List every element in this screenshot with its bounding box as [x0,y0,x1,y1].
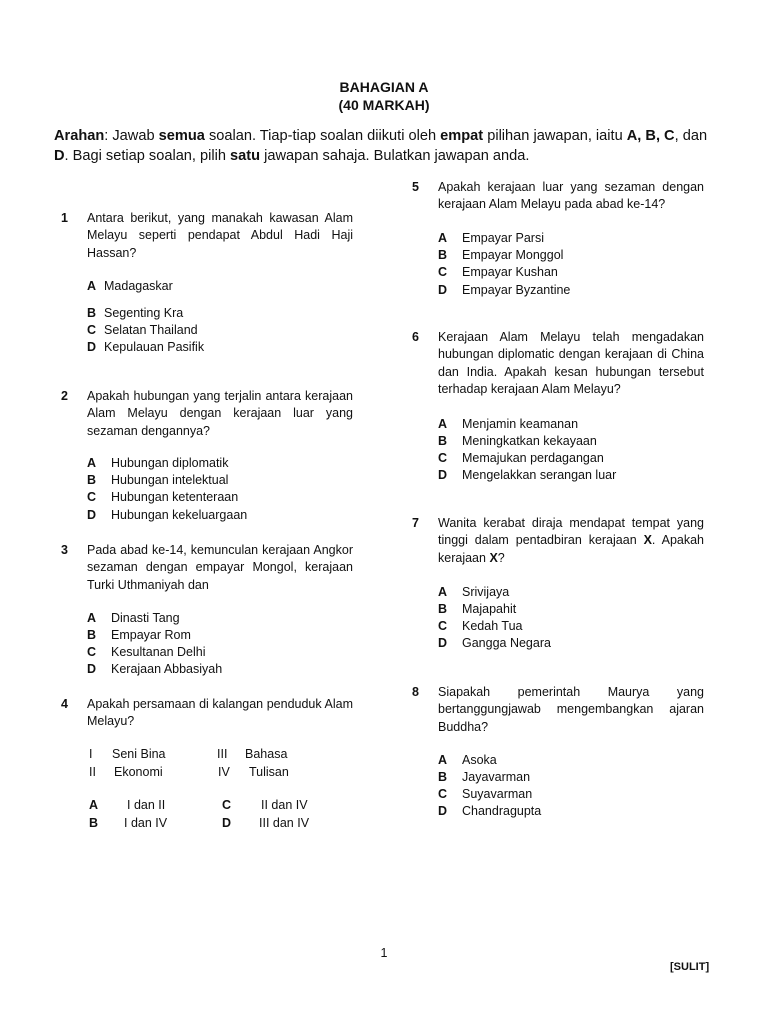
option-letter: B [438,248,448,262]
question-text: Apakah hubungan yang terjalin antara kerajaan Alam Melayu dengan kerajaan luar yang sezaman dengannya? [87,389,353,438]
instructions-emphasis: empat [440,128,484,144]
instructions [54,126,719,166]
option-c[interactable] [438,264,558,281]
question-number: 3 [61,543,68,557]
option-letter: A [438,753,448,767]
option-b[interactable] [89,816,98,830]
roman-item-text: Tulisan [249,765,289,779]
option-text: Empayar Rom [111,628,191,642]
option-letter: C [438,265,448,279]
option-b[interactable] [438,769,530,786]
option-text: II dan IV [261,798,308,812]
option-letter: B [438,770,448,784]
roman-item-text: Bahasa [245,747,288,761]
roman-item-text: Ekonomi [114,765,163,779]
option-letter: B [87,473,97,487]
option-letter: D [87,340,97,354]
instructions-emphasis: semua [158,128,205,144]
option-letter: D [222,816,232,830]
question-3 [61,542,361,682]
option-text: Mengelakkan serangan luar [462,468,617,482]
question-text: Apakah kerajaan luar yang sezaman dengan kerajaan Alam Melayu pada abad ke-14? [438,180,704,212]
question-7 [412,515,712,655]
option-a[interactable] [438,416,578,433]
option-d[interactable] [222,816,231,830]
option-letter: B [438,434,448,448]
option-c[interactable] [87,489,238,506]
option-text: Suyavarman [462,787,533,801]
classification-label: [SULIT] [670,961,710,973]
question-text-part: ? [497,550,505,565]
option-letter: A [87,456,97,470]
instructions-label: Arahan [54,128,105,144]
question-number: 1 [61,211,68,225]
option-letter: A [438,417,448,431]
option-text: Madagaskar [104,279,173,293]
option-text: Kesultanan Delhi [111,645,206,659]
option-text: I dan IV [124,816,168,830]
option-text: Kerajaan Abbasiyah [111,662,223,676]
option-letter: D [438,283,448,297]
option-text: Gangga Negara [462,636,551,650]
question-6 [412,329,712,489]
question-number: 6 [412,330,419,344]
option-d[interactable] [438,635,551,652]
option-c[interactable] [222,798,231,812]
option-text: Kepulauan Pasifik [104,340,205,354]
question-text-part: . Apakah kerajaan [438,533,704,565]
option-letter: D [87,508,97,522]
option-b[interactable] [87,472,228,489]
question-text: Antara berikut, yang manakah kawasan Alam Melayu seperti pendapat Abdul Hadi Haji Hassan? [87,211,353,260]
question-2 [61,388,361,528]
option-letter: D [438,804,448,818]
option-letter: A [438,585,448,599]
option-letter: B [438,602,448,616]
option-a[interactable] [438,584,509,601]
question-8 [412,684,712,824]
page-number: 1 [380,946,388,960]
option-b[interactable] [438,601,516,618]
option-c[interactable] [87,322,198,339]
option-b[interactable] [438,247,563,264]
option-c[interactable] [87,644,206,661]
option-text: Jayavarman [462,770,531,784]
option-letter: A [438,231,448,245]
instructions-text: jawapan sahaja. Bulatkan jawapan anda. [260,148,530,164]
roman-item-text: Seni Bina [112,747,166,761]
option-text: Srivijaya [462,585,510,599]
roman-numeral: III [217,747,228,761]
option-d[interactable] [438,282,570,299]
question-text-emphasis: X [643,533,652,548]
option-d[interactable] [87,339,204,356]
instructions-emphasis: D [54,148,65,164]
option-letter: C [222,798,232,812]
question-text: Siapakah pemerintah Maurya yang bertanggungjawab mengembangkan ajaran Buddha? [438,685,704,734]
option-letter: A [89,798,99,812]
question-4 [61,696,361,836]
question-text: Pada abad ke-14, kemunculan kerajaan Angkor sezaman dengan empayar Mongol, kerajaan Turki Uthmaniyah dan [87,543,353,592]
question-5 [412,179,712,304]
option-c[interactable] [438,450,604,467]
option-text: Empayar Parsi [462,231,544,245]
option-b[interactable] [87,627,191,644]
roman-numeral: IV [218,765,230,779]
instructions-text: soalan. Tiap-tiap soalan diikuti oleh [204,128,441,144]
option-text: I dan II [127,798,166,812]
option-text: Dinasti Tang [111,611,180,625]
instructions-text: , dan [674,128,708,144]
option-text: Majapahit [462,602,517,616]
option-text: Meningkatkan kekayaan [462,434,597,448]
question-text-emphasis: X [489,550,498,565]
question-1 [61,210,361,360]
option-b[interactable] [438,433,597,450]
option-letter: C [438,451,448,465]
section-marks: (40 MARKAH) [338,97,430,113]
option-c[interactable] [438,618,522,635]
option-text: Empayar Monggol [462,248,564,262]
option-text: Hubungan diplomatik [111,456,229,470]
option-letter: B [89,816,99,830]
option-a[interactable] [87,610,180,627]
option-letter: C [438,619,448,633]
option-letter: C [87,645,97,659]
option-c[interactable] [438,786,532,803]
question-number: 7 [412,516,419,530]
roman-numeral: I [89,747,93,761]
option-text: Menjamin keamanan [462,417,579,431]
option-d[interactable] [87,661,222,678]
option-a[interactable] [87,278,173,295]
option-text: Hubungan ketenteraan [111,490,239,504]
question-number: 4 [61,697,68,711]
option-a[interactable] [438,230,544,247]
option-text: Kedah Tua [462,619,523,633]
option-text: Chandragupta [462,804,542,818]
option-letter: D [438,636,448,650]
option-letter: D [438,468,448,482]
option-text: Empayar Byzantine [462,283,571,297]
option-d[interactable] [87,507,247,524]
option-d[interactable] [438,467,616,484]
question-text [438,515,704,567]
instructions-text: . Bagi setiap soalan, pilih [64,148,231,164]
option-a[interactable] [89,798,98,812]
option-letter: C [87,490,97,504]
option-text: Hubungan kekeluargaan [111,508,248,522]
question-number: 5 [412,180,419,194]
option-a[interactable] [87,455,228,472]
question-number: 8 [412,685,419,699]
option-text: Segenting Kra [104,306,184,320]
question-text: Apakah persamaan di kalangan penduduk Alam Melayu? [87,697,353,729]
option-letter: B [87,628,97,642]
instructions-emphasis: A, B, C [626,128,675,144]
option-text: Selatan Thailand [104,323,198,337]
instructions-text: : Jawab [104,128,159,144]
instructions-emphasis: satu [230,148,261,164]
option-letter: C [438,787,448,801]
option-letter: B [87,306,97,320]
option-letter: A [87,611,97,625]
option-a[interactable] [438,752,497,769]
roman-numeral: II [89,765,96,779]
option-letter: D [87,662,97,676]
option-letter: C [87,323,97,337]
option-b[interactable] [87,305,183,322]
option-text: III dan IV [259,816,310,830]
section-title: BAHAGIAN A [339,79,429,95]
option-d[interactable] [438,803,541,820]
option-text: Memajukan perdagangan [462,451,604,465]
question-text-part: Wanita kerabat diraja mendapat tempat yang tinggi dalam pentadbiran kerajaan [438,516,704,548]
option-letter: A [87,279,97,293]
option-text: Empayar Kushan [462,265,558,279]
question-text: Kerajaan Alam Melayu telah mengadakan hubungan diplomatic dengan kerajaan di China dan India. Apakah kesan hubungan tersebut terhadap kerajaan Alam Melayu? [438,330,704,396]
option-text: Hubungan intelektual [111,473,229,487]
instructions-text: pilihan jawapan, iaitu [483,128,627,144]
option-text: Asoka [462,753,497,767]
question-number: 2 [61,389,68,403]
